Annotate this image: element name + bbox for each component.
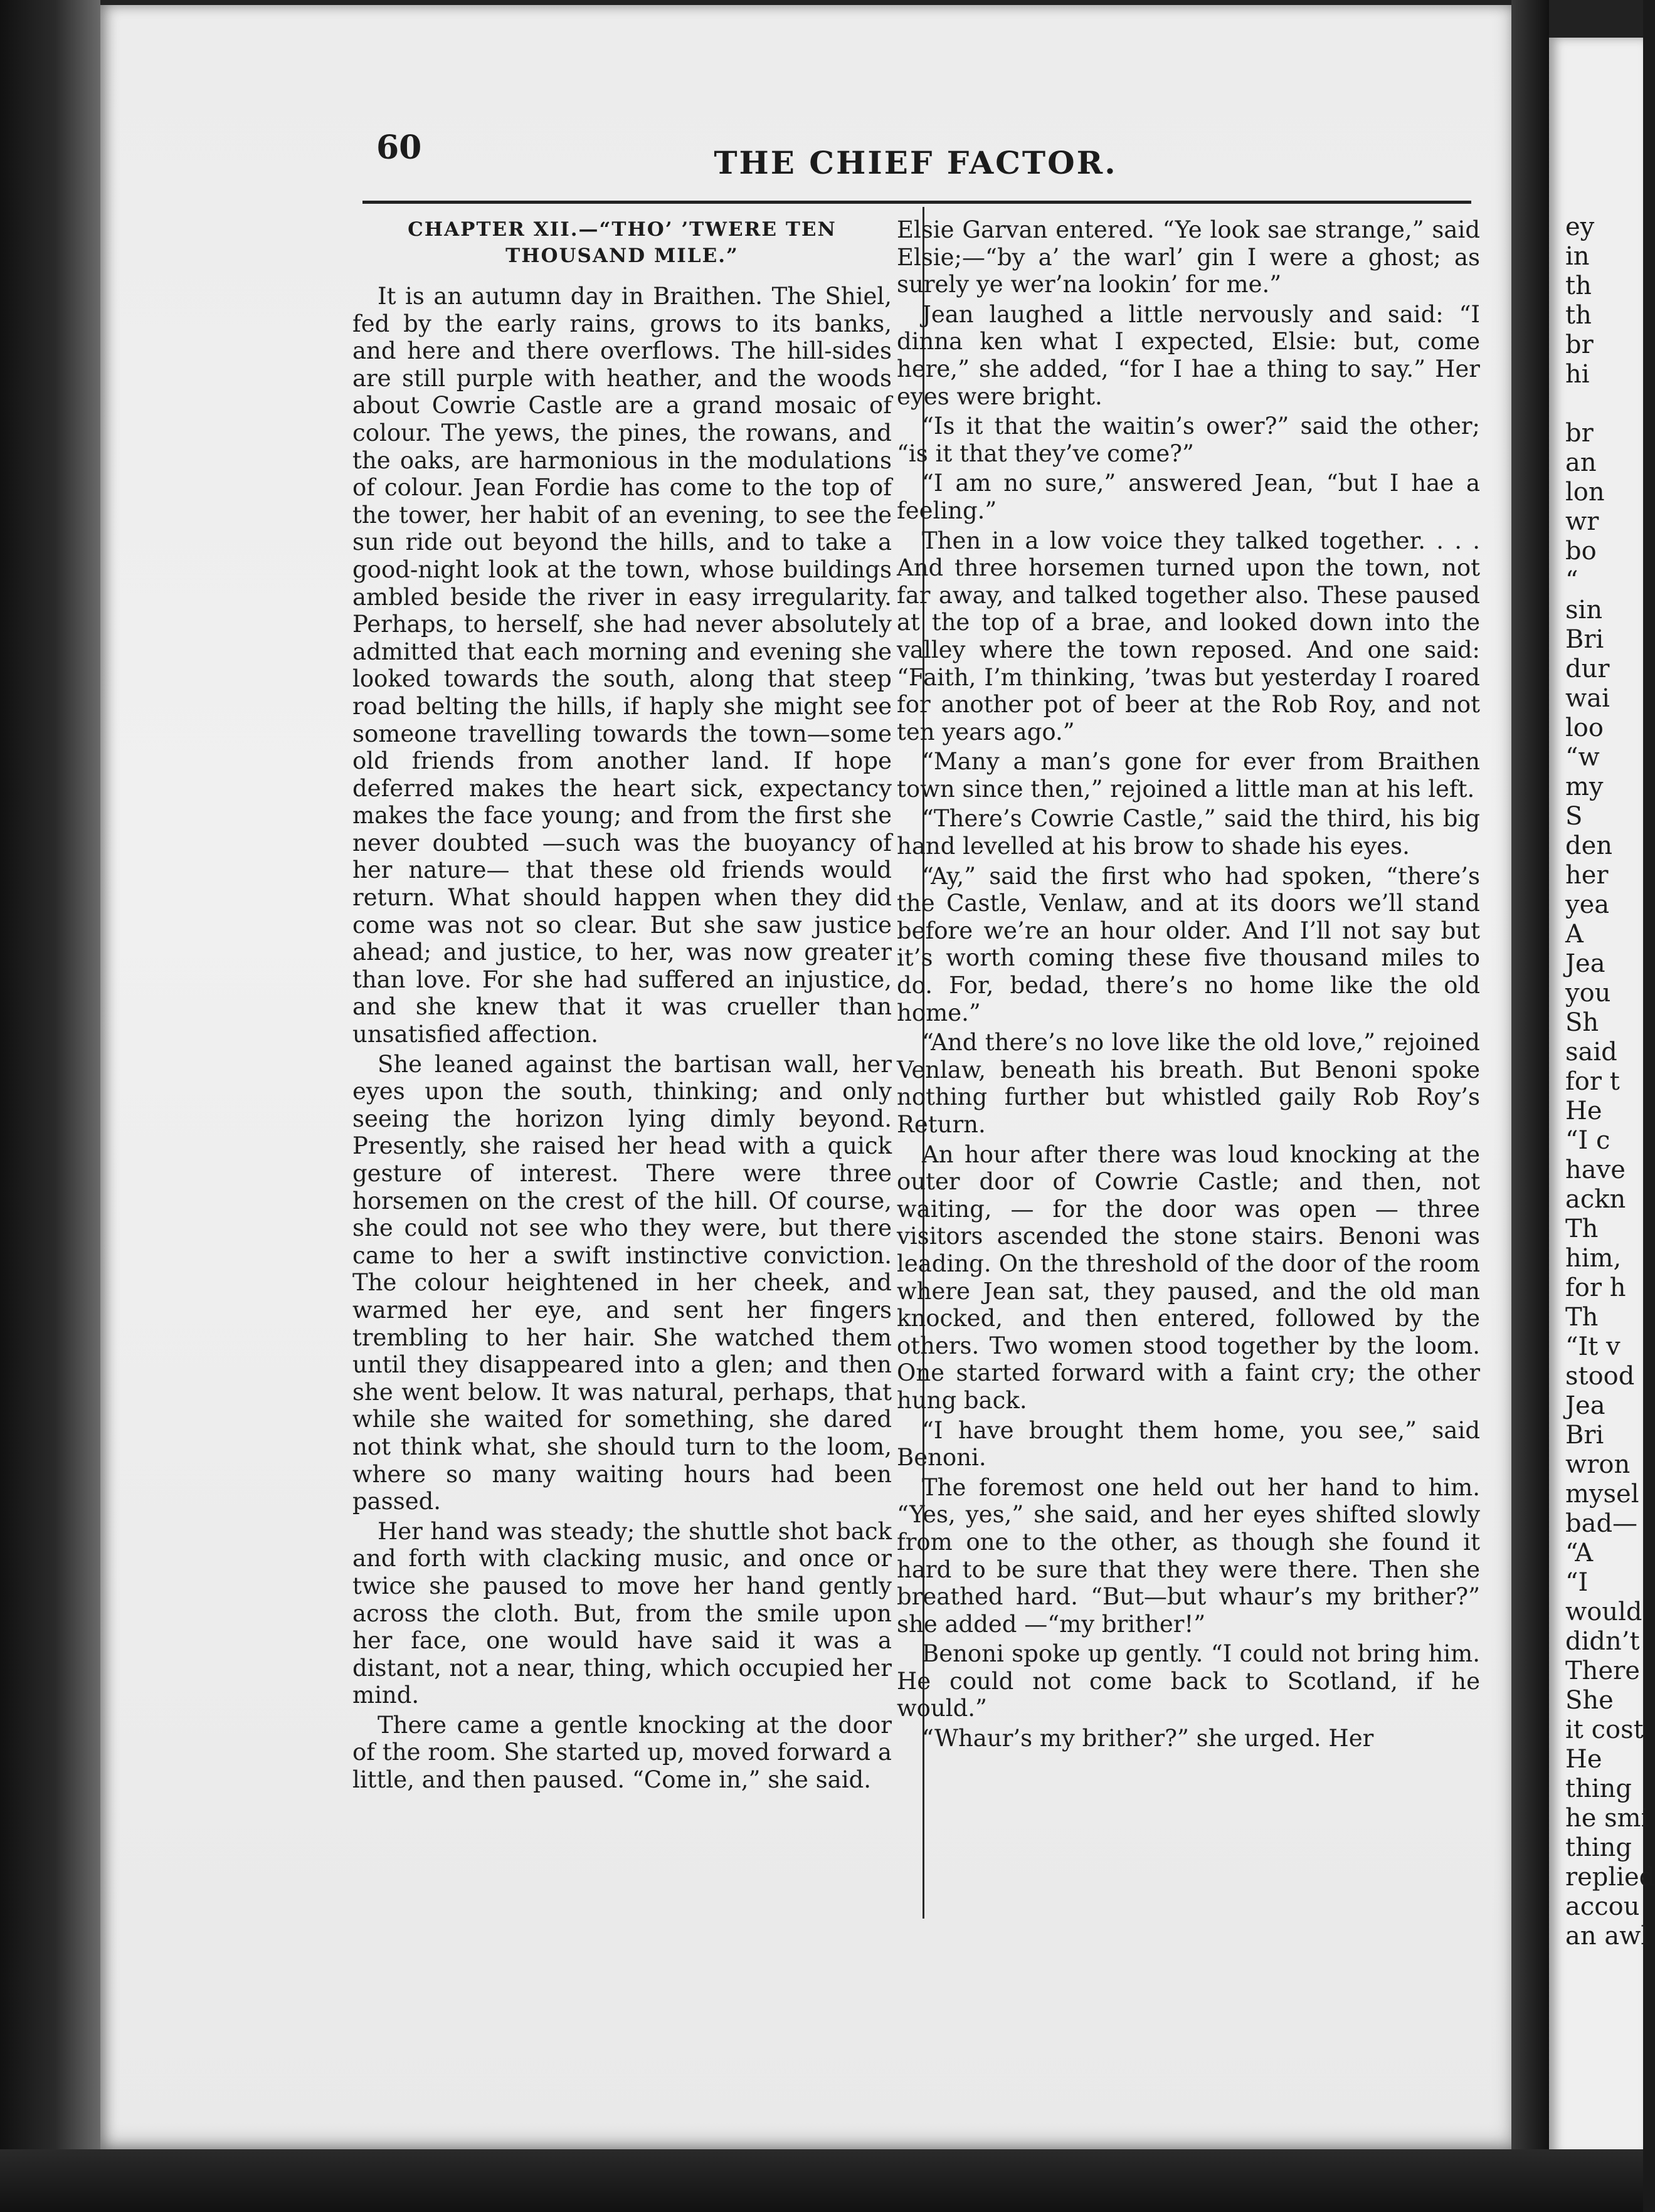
- book-gutter: [1511, 0, 1549, 2212]
- facing-page-fragment: an awl: [1565, 1922, 1649, 1951]
- facing-page-fragment: it cost: [1565, 1715, 1644, 1744]
- facing-page-fragment: thing: [1565, 1833, 1632, 1862]
- facing-page-fragment: ackn: [1565, 1185, 1626, 1214]
- facing-page-fragment: br: [1565, 419, 1594, 448]
- facing-page-fragment: lon: [1565, 478, 1605, 507]
- facing-page-fragment: “It v: [1565, 1332, 1621, 1361]
- facing-page-fragment: ey: [1565, 213, 1595, 241]
- facing-page-fragment: yea: [1565, 890, 1610, 919]
- paragraph: “Is it that the waitin’s ower?” said the other; “is it that they’ve come?”: [897, 413, 1480, 467]
- facing-page-fragment: sin: [1565, 596, 1603, 624]
- facing-page-fragment: you: [1565, 979, 1611, 1008]
- facing-page-fragment: accou: [1565, 1892, 1640, 1921]
- facing-page-fragment: for h: [1565, 1273, 1626, 1302]
- paragraph: There came a gentle knocking at the door of the room. She started up, moved forward a little, and then paused. “Come in,” she said.: [352, 1711, 892, 1794]
- paragraph: Jean laughed a little nervously and said: “I dinna ken what I expected, Elsie: but, come here,” she added, “for I hae a thing to say.” Her eyes were bright.: [897, 300, 1480, 410]
- facing-page-fragment: “I c: [1565, 1126, 1610, 1155]
- facing-page-fragment: dur: [1565, 655, 1610, 683]
- facing-page-fragment: “I: [1565, 1568, 1589, 1597]
- facing-page-fragment: bad—: [1565, 1509, 1638, 1538]
- facing-page-fragment: bo: [1565, 537, 1597, 566]
- facing-page-fragment: mysel: [1565, 1480, 1639, 1509]
- facing-page-fragment: “w: [1565, 743, 1600, 772]
- facing-page-fragment: said: [1565, 1038, 1617, 1066]
- facing-page-fragment: “: [1565, 566, 1578, 595]
- facing-page-fragment: him,: [1565, 1244, 1622, 1273]
- paragraph: “Whaur’s my brither?” she urged. Her: [922, 1725, 1374, 1752]
- facing-page-fragment: have: [1565, 1156, 1626, 1184]
- facing-page-fragment: A: [1565, 920, 1584, 949]
- chapter-heading: CHAPTER XII.—“THO’ ’TWERE TEN THOUSAND MILE.”: [408, 218, 837, 267]
- facing-page-fragment: Bri: [1565, 1421, 1604, 1450]
- facing-page-fragment: den: [1565, 831, 1613, 860]
- paragraph: “And there’s no love like the old love,” rejoined Venlaw, beneath his breath. But Benoni spoke nothing further but whistled gaily Rob Roy’s Return.: [897, 1029, 1480, 1138]
- facing-page-fragment: There: [1565, 1656, 1640, 1685]
- facing-page-fragment: replied: [1565, 1863, 1655, 1892]
- facing-page-fragment: S: [1565, 802, 1583, 831]
- paragraph: “I am no sure,” answered Jean, “but I hae a feeling.”: [897, 470, 1480, 524]
- facing-page-fragment: hi: [1565, 360, 1590, 389]
- paragraph: Her hand was steady; the shuttle shot back and forth with clacking music, and once or twice she paused to move her hand gently across the cloth. But, from the smile upon her face, one would have said it was a distant, not a near, thing, which occupied her mind.: [352, 1517, 892, 1709]
- scan-left-edge: [0, 0, 100, 2212]
- facing-page-fragment: he smi: [1565, 1804, 1649, 1833]
- left-column: [352, 216, 892, 1796]
- right-column: [897, 216, 1480, 1755]
- paragraph: “Many a man’s gone for ever from Braithen town since then,” rejoined a little man at his left.: [897, 748, 1480, 803]
- facing-page-fragment: Sh: [1565, 1008, 1599, 1037]
- facing-page-fragment: He: [1565, 1097, 1602, 1125]
- facing-page-fragment: “A: [1565, 1539, 1594, 1567]
- facing-page-fragment: in: [1565, 242, 1590, 271]
- facing-page-fragment: th: [1565, 301, 1592, 330]
- paragraph: It is an autumn day in Braithen. The Shiel, fed by the early rains, grows to its banks, and here and there overflows. The hill-sides are still purple with heather, and the woods about Cowrie Castle are a grand mosaic of colour. The yews, the pines, the rowans, and the oaks, are harmonious in the modulations of colour. Jean Fordie has come to the top of the tower, her habit of an evening, to see the sun ride out beyond the hills, and to take a good-night look at the town, whose buildings ambled beside the river in easy irregularity. Perhaps, to herself, she had never absolutely admitted that each morning and evening she looked towards the south, along that steep road belting the hills, if haply she might see someone travelling towards the town—some old friends from another land. If hope deferred makes the heart sick, expectancy makes the face young; and from the first she never doubted —such was the buoyancy of her nature— that these old friends would return. What should happen when they did come was not so clear. But she saw justice ahead; and justice, to her, was now greater than love. For she had suffered an injustice, and she knew that it was crueller than unsatisfied affection.: [352, 283, 892, 1048]
- facing-page-fragment: loo: [1565, 714, 1604, 742]
- facing-page-fragment: would: [1565, 1598, 1642, 1626]
- paragraph: She leaned against the bartisan wall, her eyes upon the south, thinking; and only seeing the horizon lying dimly beyond. Presently, she raised her head with a quick gesture of interest. There were three horsemen on the crest of the hill. Of course, she could not see who they were, but there came to her a swift instinctive conviction. The colour heightened in her cheek, and warmed her eye, and sent her fingers trembling to her hair. She watched them until they disappeared into a glen; and then she went below. It was natural, perhaps, that while she waited for something, she dared not think what, she should turn to the loom, where so many waiting hours had been passed.: [352, 1050, 892, 1515]
- facing-page-fragment: for t: [1565, 1067, 1620, 1096]
- facing-page-fragment: Bri: [1565, 625, 1604, 654]
- facing-page-fragment: her: [1565, 861, 1609, 890]
- page-number: 60: [376, 129, 422, 167]
- facing-page-fragment: Jea: [1565, 1391, 1605, 1420]
- facing-page-fragment: Jea: [1565, 949, 1605, 978]
- facing-page-fragment: She: [1565, 1686, 1614, 1715]
- facing-page-fragment: th: [1565, 271, 1592, 300]
- facing-page-edge: [1549, 38, 1655, 2157]
- header-rule: [362, 201, 1471, 204]
- facing-page-fragment: wron: [1565, 1450, 1631, 1479]
- scan-bottom-edge: [0, 2149, 1643, 2212]
- facing-page-fragment: an: [1565, 448, 1597, 477]
- paragraph: The foremost one held out her hand to him. “Yes, yes,” she said, and her eyes shifted slowly from one to the other, as though she found it hard to be sure that they were there. Then she breathed hard. “But—but whaur’s my brither?” she added —“my brither!”: [897, 1473, 1480, 1638]
- facing-page-fragment: thing: [1565, 1774, 1632, 1803]
- facing-page-fragment: Th: [1565, 1214, 1599, 1243]
- paragraph: Then in a low voice they talked together. . . . And three horsemen turned upon the town, not far away, and talked together also. These paused at the top of a brae, and looked down into the valley where the town reposed. And one said: “Faith, I’m thinking, ’twas but yesterday I roared for another pot of beer at the Rob Roy, and not ten years ago.”: [897, 527, 1480, 745]
- facing-page-fragment: br: [1565, 330, 1594, 359]
- running-title: THE CHIEF FACTOR.: [714, 144, 1118, 181]
- paragraph: “Ay,” said the first who had spoken, “there’s the Castle, Venlaw, and at its doors we’ll stand before we’re an hour older. And I’ll not say but it’s worth coming these five thousand miles to do. For, bedad, there’s no home like the old home.”: [897, 862, 1480, 1026]
- facing-page-fragment: stood: [1565, 1362, 1635, 1391]
- facing-page-fragment: didn’t: [1565, 1627, 1640, 1656]
- paragraph: Benoni spoke up gently. “I could not bring him. He could not come back to Scotland, if he would.”: [897, 1640, 1480, 1722]
- paragraph: “I have brought them home, you see,” said Benoni.: [897, 1416, 1480, 1472]
- paragraph: An hour after there was loud knocking at the outer door of Cowrie Castle; and then, not waiting, — for the door was open — three visitors ascended the stone stairs. Benoni was leading. On the threshold of the door of the room where Jean sat, they paused, and the old man knocked, and then entered, followed by the others. Two women stood together by the loom. One started forward with a faint cry; the other hung back.: [897, 1140, 1480, 1414]
- facing-page-fragment: Th: [1565, 1303, 1599, 1332]
- paragraph: Elsie Garvan entered. “Ye look sae strange,” said Elsie;—“by a’ the warl’ gin I were a ghost; as surely ye wer’na lookin’ for me.”: [897, 216, 1480, 298]
- facing-page-fragment: wai: [1565, 684, 1610, 713]
- paragraph: “There’s Cowrie Castle,” said the third, his big hand levelled at his brow to shade his eyes.: [897, 805, 1480, 860]
- facing-page-fragment: He: [1565, 1745, 1602, 1774]
- facing-page-fragment: my: [1565, 772, 1604, 801]
- facing-page-fragment: wr: [1565, 507, 1599, 536]
